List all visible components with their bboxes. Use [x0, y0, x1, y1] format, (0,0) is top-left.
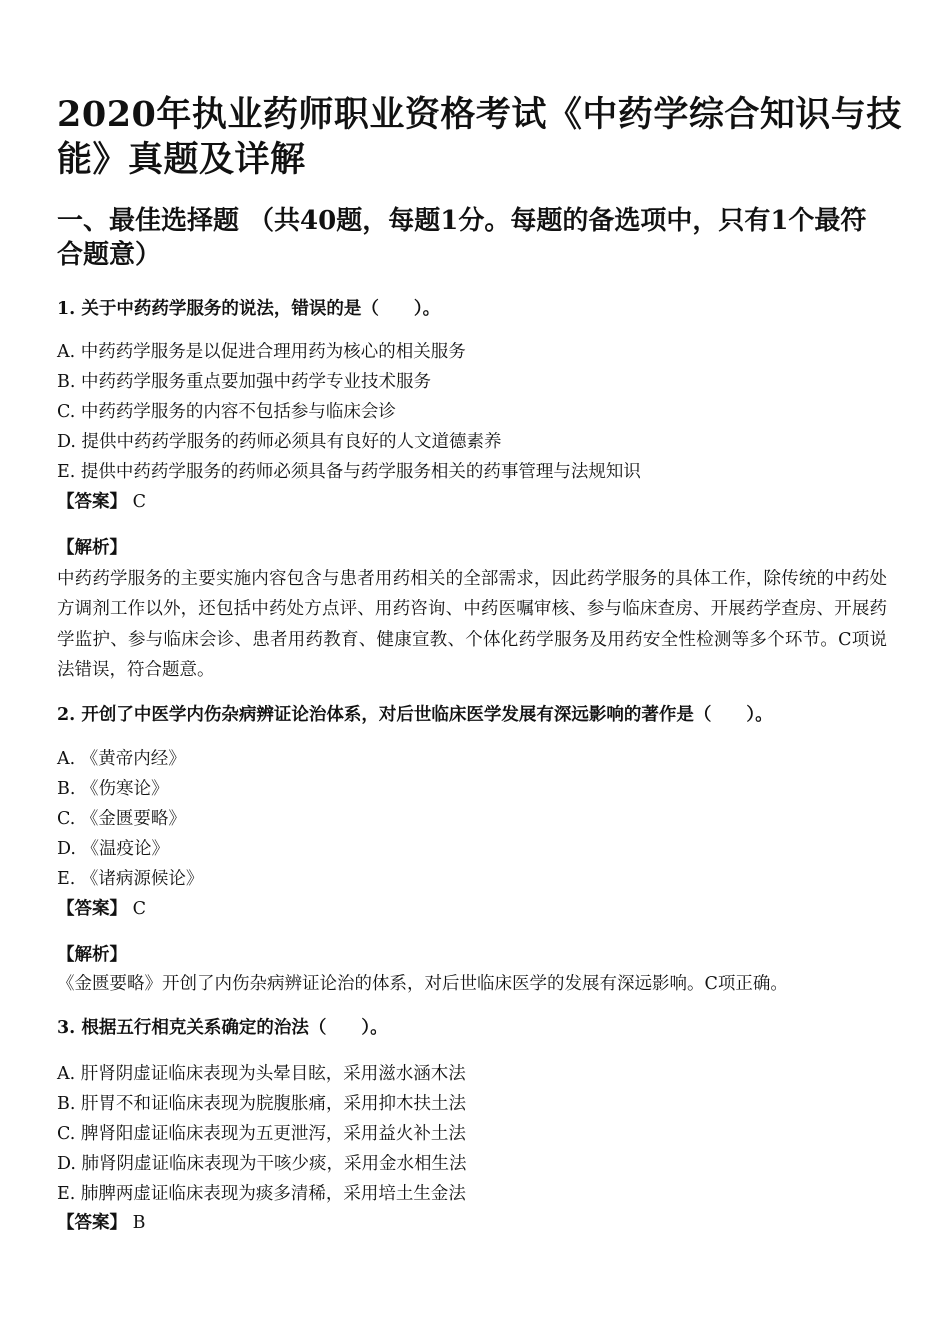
question-1-stem: 1. 关于中药药学服务的说法，错误的是（ ）。 — [57, 299, 441, 319]
question-3-option-b: B. 肝胃不和证临床表现为脘腹胀痛，采用抑木扶土法 — [57, 1094, 466, 1114]
question-3-option-a: A. 肝肾阴虚证临床表现为头晕目眩，采用滋水涵木法 — [57, 1064, 466, 1084]
question-2-option-d: D. 《温疫论》 — [57, 839, 170, 859]
answer-value: C — [132, 492, 146, 512]
question-2-option-b: B. 《伤寒论》 — [57, 779, 169, 799]
question-1-option-e: E. 提供中药药学服务的药师必须具备与药学服务相关的药事管理与法规知识 — [57, 462, 641, 482]
section-heading-line-1: 一、最佳选择题 （共40题，每题1分。每题的备选项中，只有1个最符 — [57, 206, 867, 236]
section-heading-line-2: 合题意） — [57, 240, 162, 270]
question-2-answer — [57, 897, 146, 921]
question-1-option-a: A. 中药药学服务是以促进合理用药为核心的相关服务 — [57, 342, 466, 362]
answer-value: C — [132, 899, 146, 919]
document-title-line-2: 能》真题及详解 — [57, 139, 306, 180]
question-2-option-c: C. 《金匮要略》 — [57, 809, 186, 829]
question-2-option-a: A. 《黄帝内经》 — [57, 749, 186, 769]
answer-label: 【答案】 — [57, 492, 127, 512]
question-2-option-e: E. 《诸病源候论》 — [57, 869, 204, 889]
question-3-option-d: D. 肺肾阴虚证临床表现为干咳少痰，采用金水相生法 — [57, 1154, 467, 1174]
question-1-answer — [57, 490, 146, 514]
question-1-analysis-text: 中药药学服务的主要实施内容包含与患者用药相关的全部需求，因此药学服务的具体工作，除传统的中药处方调剂工作以外，还包括中药处方点评、用药咨询、中药医嘱审核、参与临床查房、开展药学查房、开展药学监护、参与临床会诊、患者用药教育、健康宣教、个体化药学服务及用药安全性检测等多个环节。C项说法错误，符合题意。 — [57, 569, 887, 680]
question-2-stem: 2. 开创了中医学内伤杂病辨证论治体系，对后世临床医学发展有深远影响的著作是（ ）。 — [57, 705, 773, 725]
question-2-analysis-text: 《金匮要略》开创了内伤杂病辨证论治的体系，对后世临床医学的发展有深远影响。C项正确。 — [57, 974, 788, 994]
question-3-option-c: C. 脾肾阳虚证临床表现为五更泄泻，采用益火补土法 — [57, 1124, 466, 1144]
question-1-option-b: B. 中药药学服务重点要加强中药学专业技术服务 — [57, 372, 431, 392]
document-title-line-1: 2020年执业药师职业资格考试《中药学综合知识与技 — [57, 94, 902, 135]
answer-label: 【答案】 — [57, 899, 127, 919]
question-2-analysis-label: 【解析】 — [57, 945, 127, 965]
question-3-answer — [57, 1211, 145, 1235]
answer-value: B — [132, 1213, 146, 1233]
question-1-option-c: C. 中药药学服务的内容不包括参与临床会诊 — [57, 402, 396, 422]
answer-label: 【答案】 — [57, 1213, 127, 1233]
question-3-stem: 3. 根据五行相克关系确定的治法（ ）。 — [57, 1018, 388, 1038]
question-1-analysis-label: 【解析】 — [57, 538, 127, 558]
question-1-option-d: D. 提供中药药学服务的药师必须具有良好的人文道德素养 — [57, 432, 502, 452]
question-3-option-e: E. 肺脾两虚证临床表现为痰多清稀，采用培土生金法 — [57, 1184, 466, 1204]
